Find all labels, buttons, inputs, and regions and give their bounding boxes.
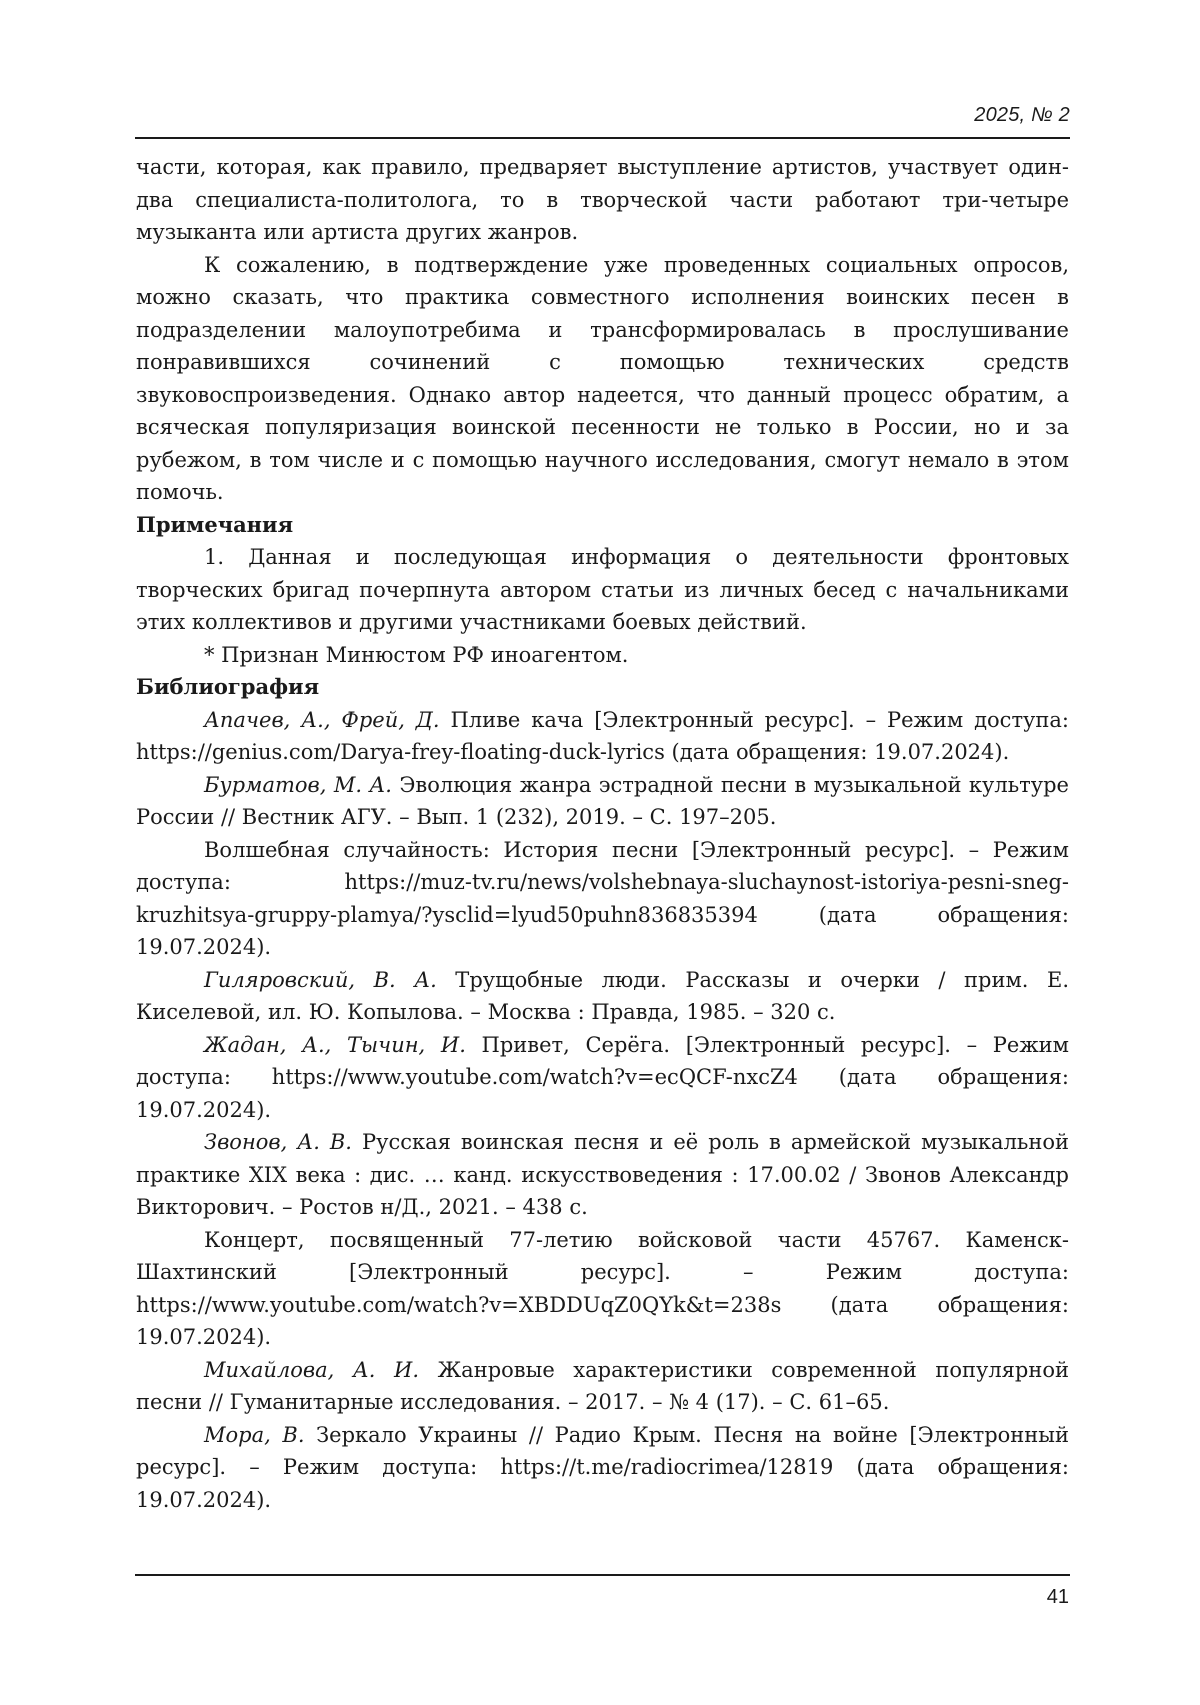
body-paragraph: части, которая, как правило, предваряет выступление артистов, участвует один-два специалиста-политолога, то в творческой части работают три-четыре музыканта или артиста других жанров. bbox=[136, 155, 1069, 244]
bibliography-author: Михайлова, А. И. bbox=[204, 1357, 420, 1382]
issue-number: 2025, № 2 bbox=[974, 104, 1070, 126]
bibliography-text: Русская воинская песня и её роль в армейской музыкальной практике XIX века : дис. … канд. искусствоведения : 17.00.02 / Звонов Александр Викторович. – Ростов н/Д., 2021. – 438 с. bbox=[136, 1130, 1069, 1219]
bibliography-entry bbox=[136, 1354, 1069, 1419]
body-paragraph: К сожалению, в подтверждение уже проведенных социальных опросов, можно сказать, что практика совместного исполнения воинских песен в подразделении малоупотребима и трансформировалась в прослушивание понравившихся сочинений с помощью технических средств звуковоспроизведения. Однако автор надеется, что данный процесс обратим, а всяческая популяризация воинской песенности не только в России, но и за рубежом, в том числе и с помощью научного исследования, смогут немало в этом помочь. bbox=[136, 252, 1069, 504]
bibliography-heading: Библиография bbox=[136, 674, 320, 699]
bibliography-entry bbox=[136, 964, 1069, 1029]
bibliography-entry bbox=[136, 1224, 1069, 1354]
bibliography-author: Жадан, А., Тычин, И. bbox=[204, 1032, 466, 1057]
footnote: * Признан Минюстом РФ иноагентом. bbox=[204, 642, 629, 667]
page-content bbox=[136, 151, 1069, 1516]
header-rule bbox=[135, 137, 1070, 139]
bibliography-text: Зеркало Украины // Радио Крым. Песня на войне [Электронный ресурс]. – Режим доступа: https://t.me/radiocrimea/12819 (дата обращения: 19.07.2024). bbox=[136, 1422, 1069, 1512]
bibliography-text: Трущобные люди. Рассказы и очерки / прим. Е. Киселевой, ил. Ю. Копылова. – Москва : Правда, 1985. – 320 с. bbox=[136, 967, 1069, 1024]
note-item: 1. Данная и последующая информация о деятельности фронтовых творческих бригад почерпнута автором статьи из личных бесед с начальниками этих коллективов и другими участниками боевых действий. bbox=[136, 545, 1069, 634]
bibliography-author: Бурматов, М. А. bbox=[204, 772, 392, 797]
bibliography-entry bbox=[136, 704, 1069, 769]
bibliography-entry bbox=[136, 1029, 1069, 1127]
bibliography-entry bbox=[136, 769, 1069, 834]
bibliography-entry bbox=[136, 834, 1069, 964]
bibliography-text: Пливе кача [Электронный ресурс]. – Режим доступа: https://genius.com/Darya-frey-floating-duck-lyrics (дата обращения: 19.07.2024). bbox=[136, 707, 1070, 764]
running-header bbox=[135, 98, 1070, 138]
notes-heading: Примечания bbox=[136, 511, 294, 537]
bibliography-text: Концерт, посвященный 77-летию войсковой части 45767. Каменск-Шахтинский [Электронный ресурс]. – Режим доступа: https://www.youtube.com/watch?v=XBDDUqZ0QYk&t=238s (дата обращения: 19.07.2024). bbox=[136, 1227, 1069, 1349]
bibliography-author: Гиляровский, В. А. bbox=[204, 967, 437, 992]
bibliography-author: Мора, В. bbox=[204, 1422, 305, 1447]
bibliography-entry bbox=[136, 1126, 1069, 1224]
bibliography-text: Эволюция жанра эстрадной песни в музыкальной культуре России // Вестник АГУ. – Вып. 1 (232), 2019. – С. 197–205. bbox=[136, 772, 1069, 829]
bibliography-author: Звонов, А. В. bbox=[204, 1130, 352, 1154]
bibliography-text: Жанровые характеристики современной популярной песни // Гуманитарные исследования. – 2017. – № 4 (17). – С. 61–65. bbox=[136, 1357, 1069, 1414]
bibliography-text: Волшебная случайность: История песни [Электронный ресурс]. – Режим доступа: https://muz-tv.ru/news/volshebnaya-sluchaynost-istoriya-pesni-sneg-kruzhitsya-gruppy-plamya/?ysclid=lyud50puhn836835394 (дата обращения: 19.07.2024). bbox=[136, 837, 1069, 959]
bibliography-author: Апачев, А., Фрей, Д. bbox=[204, 707, 440, 732]
bibliography-text: Привет, Серёга. [Электронный ресурс]. – Режим доступа: https://www.youtube.com/watch?v=ecQCF-nxcZ4 (дата обращения: 19.07.2024). bbox=[136, 1032, 1069, 1122]
page-number: 41 bbox=[1046, 1586, 1069, 1608]
footer-rule bbox=[135, 1574, 1070, 1576]
bibliography-entry bbox=[136, 1419, 1069, 1517]
